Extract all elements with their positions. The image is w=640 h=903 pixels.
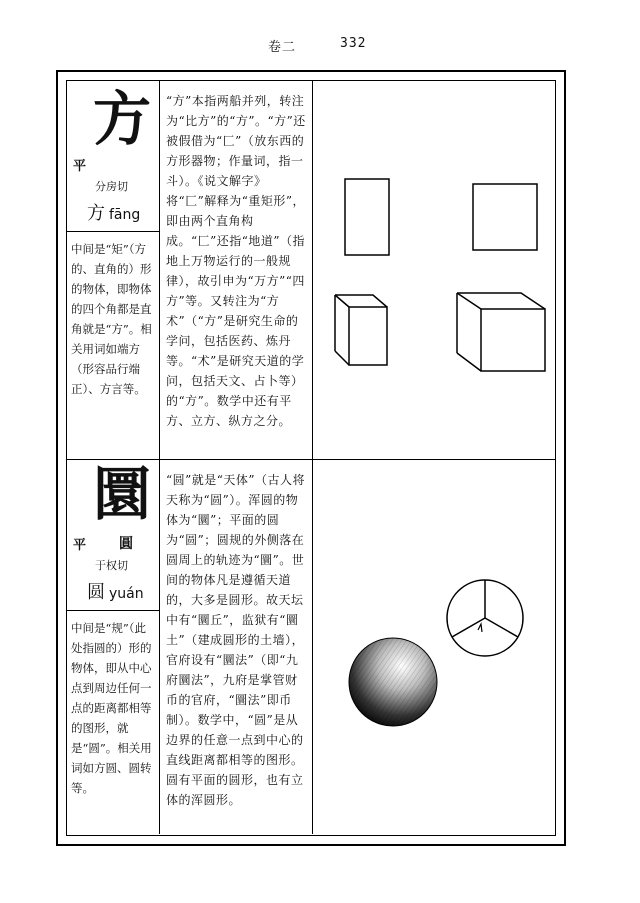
tone-label: 平 <box>73 159 87 174</box>
round-shapes-illustration <box>313 460 558 834</box>
tone-label: 平 <box>73 538 87 553</box>
pinyin: yuán <box>109 586 144 602</box>
pinyin: fāng <box>109 207 141 223</box>
explanation-column <box>160 460 313 834</box>
fanqie-reading: 于权切 <box>95 559 128 572</box>
shape-note: 中间是“矩”（方的、直角的）形的物体，即物体的四个角都是直角就是“方”。相关用词如端方（形容品行端正）、方言等。 <box>71 242 152 396</box>
entry-fang <box>67 81 555 460</box>
explanation-text: “方”本指两船并列，转注为“比方”的“方”。“方”还被假借为“匚”（放东西的方形器物；作量词，指一斗）。《说文解字》将“匚”解释为“重矩形”，即由两个直角构成。“匚”还指“地道”（指地上万物运行的一般规律），故引申为“万方”“四方”等。又转注为“方术”（“方”是研究生命的学问，包括医药、炼丹等。“术”是研究天道的学问，包括天文、占卜等）的“方”。数学中还有平方、立方、纵方之分。 <box>166 94 306 428</box>
square-shape <box>473 184 537 250</box>
seal-character: 方 <box>93 85 152 153</box>
tone-character: 圓 <box>119 536 133 552</box>
character-column <box>67 81 160 459</box>
rectangular-prism <box>335 295 387 365</box>
pronunciation <box>87 199 140 225</box>
explanation-column <box>160 81 313 459</box>
character-box <box>67 81 159 232</box>
explanation-text: “圆”就是“天体”（古人将天称为“圆”）。浑圆的物体为“圜”；平面的圆为“圆”；圆规的外侧落在圆周上的轨迹为“圜”。世间的物体凡是遵循天道的，大多是圆形。故天坛中有“圜丘”，监狱有“圜土”（建成圆形的土墙），官府设有“圜法”（即“九府圜法”，九府是掌管财币的官府，“圜法”即币制）。数学中，“圆”是从边界的任意一点到中心的直线距离都相等的图形。圆有平面的圆形，也有立体的浑圆形。 <box>166 473 306 807</box>
pronunciation <box>87 578 144 604</box>
sphere <box>349 638 437 726</box>
shape-note: 中间是“规”（此处指圆的）形的物体，即从中心点到周边任何一点的距离都相等的图形，就是“圆”。相关用词如方圆、圆转等。 <box>71 621 152 795</box>
character-column <box>67 460 160 834</box>
modern-character: 方 <box>87 203 105 224</box>
page-frame <box>56 70 566 846</box>
entry-table <box>66 80 556 836</box>
page-number: 332 <box>340 36 367 51</box>
modern-character: 圆 <box>87 582 105 603</box>
illustration-column <box>313 81 555 459</box>
illustration-column <box>313 460 555 834</box>
character-box <box>67 460 159 611</box>
entry-yuan <box>67 460 555 834</box>
divided-circle <box>447 580 523 656</box>
fanqie-reading: 分房切 <box>95 180 128 193</box>
seal-character: 圜 <box>93 460 152 528</box>
square-shapes-illustration <box>313 81 558 459</box>
chapter-title: 卷二 <box>268 40 297 55</box>
rectangle-shape <box>345 179 389 255</box>
cube <box>457 293 545 371</box>
